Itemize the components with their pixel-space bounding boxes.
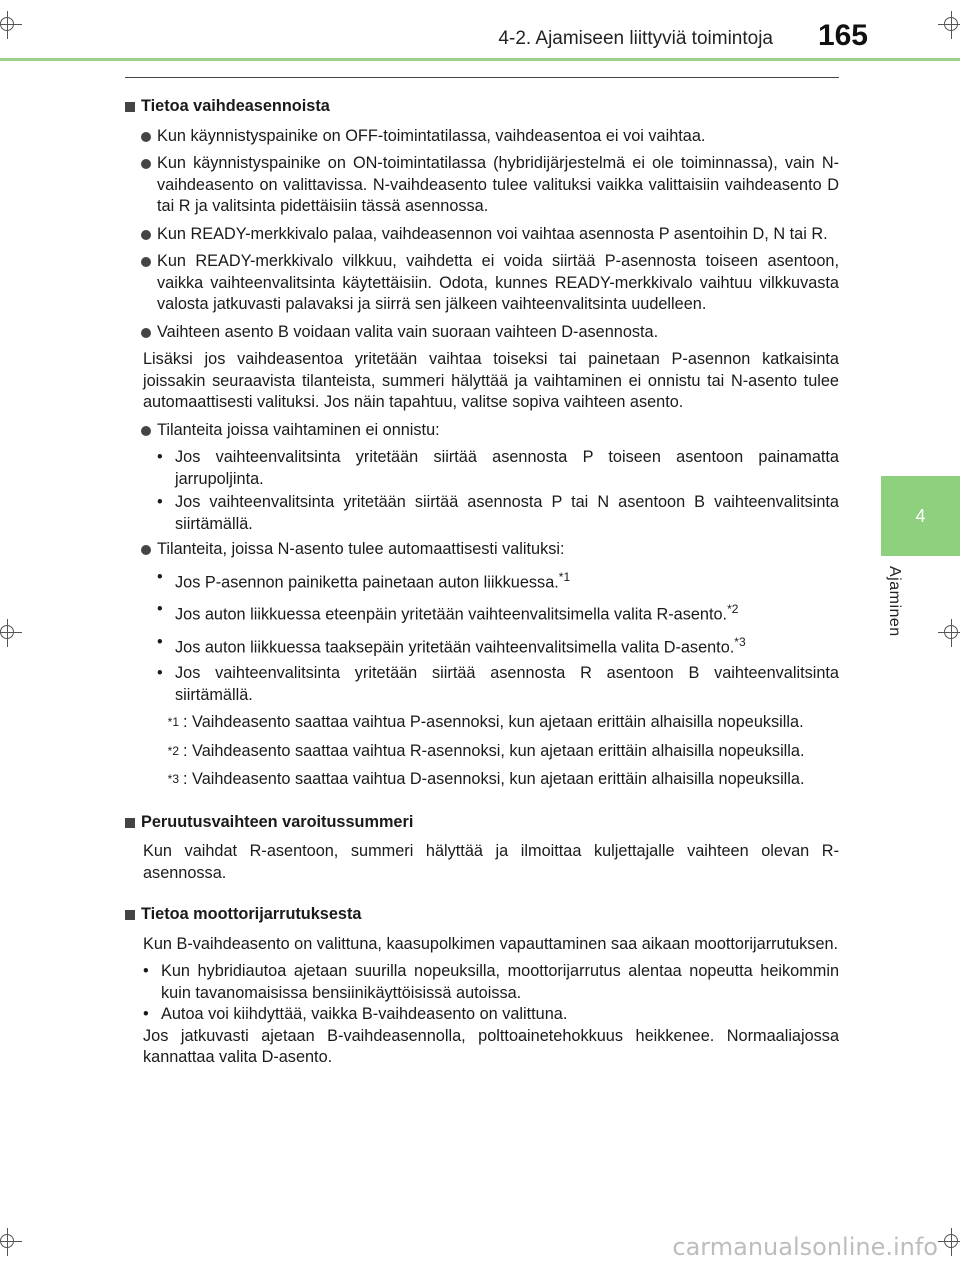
list-item: Tilanteita joissa vaihtaminen ei onnistu:: [141, 420, 839, 442]
list-item: Vaihteen asento B voidaan valita vain suoraan vaihteen D-asennosta.: [141, 322, 839, 344]
circle-bullet-icon: [141, 328, 151, 338]
sub-list-item: • Jos vaihteenvalitsinta yritetään siirtää asennosta R asentoon B vaihteenvalitsinta siirtämällä.: [157, 664, 839, 704]
square-bullet-icon: [125, 818, 135, 828]
list-item: Tilanteita, joissa N-asento tulee automaattisesti valituksi:: [141, 539, 839, 561]
list-item: Kun käynnistyspainike on OFF-toimintatilassa, vaihdeasentoa ei voi vaihtaa.: [141, 126, 839, 148]
crop-mark: [0, 1228, 22, 1256]
circle-bullet-icon: [141, 545, 151, 555]
page-content: [125, 90, 839, 1075]
chapter-tab[interactable]: 4: [881, 476, 960, 556]
circle-bullet-icon: [141, 257, 151, 267]
paragraph: Kun vaihdat R-asentoon, summeri hälyttää ja ilmoittaa kuljettajalle vaihteen olevan R-asennossa.: [143, 842, 839, 882]
footnote: *3 : Vaihdeasento saattaa vaihtua D-asennoksi, kun ajetaan erittäin alhaisilla nopeuksilla.: [167, 770, 805, 789]
crop-mark: [938, 619, 960, 647]
circle-bullet-icon: [141, 159, 151, 169]
circle-bullet-icon: [141, 426, 151, 436]
crop-mark: [0, 619, 22, 647]
footnote-ref: *1: [558, 569, 571, 584]
page-header-title: 4-2. Ajamiseen liittyviä toimintoja: [498, 28, 773, 49]
sub-list-item: • Kun hybridiautoa ajetaan suurilla nopeuksilla, moottorijarrutus alentaa nopeutta heikommin kuin tavanomaisissa bensiinikäyttöisissä autoissa.: [143, 962, 839, 1002]
sub-list-item: • Jos auton liikkuessa eteenpäin yritetään vaihteenvalitsimella valita R-asento.$^{*2}$: [157, 600, 739, 624]
sub-list-item: • Autoa voi kiihdyttää, vaikka B-vaihdeasento on valittuna.: [143, 1005, 568, 1024]
header-accent-rule: [0, 58, 960, 61]
watermark: carmanualsonline.info: [672, 1233, 938, 1261]
crop-mark: [938, 1228, 960, 1256]
sub-list-item: • Jos vaihteenvalitsinta yritetään siirtää asennosta P tai N asentoon B vaihteenvalitsinta siirtämällä.: [157, 493, 839, 533]
sub-list-item: • Jos P-asennon painiketta painetaan auton liikkuessa.$^{*1}$: [157, 567, 571, 591]
circle-bullet-icon: [141, 230, 151, 240]
crop-mark: [938, 11, 960, 39]
section-heading: Tietoa moottorijarrutuksesta: [125, 904, 839, 926]
list-item: Kun käynnistyspainike on ON-toimintatilassa (hybridijärjestelmä ei ole toiminnassa), vain N-vaihdeasento on valittavissa. N-vaihdeasento tulee valituksi vaikka valittaisiin vaihdeasento D tai R ja valitsinta pidettäisiin tässä asennossa.: [141, 153, 839, 218]
list-item: Kun READY-merkkivalo vilkkuu, vaihdetta ei voida siirtää P-asennosta toiseen asentoon, vaikka vaihteenvalitsinta käytettäisiin. Odota, kunnes READY-merkkivalo vaihtuu vilkkuvasta valosta jatkuvasti palavaksi ja siirrä sen jälkeen vaihteenvalitsinta uudelleen.: [141, 251, 839, 316]
crop-mark: [0, 11, 22, 39]
circle-bullet-icon: [141, 132, 151, 142]
paragraph: Lisäksi jos vaihdeasentoa yritetään vaihtaa toiseksi tai painetaan P-asennon katkaisinta joissakin seuraavista tilanteista, summeri hälyttää ja vaihtaminen ei onnistu tai N-asento tulee automaattisesti valituksi. Jos näin tapahtuu, valitse sopiva vaihteen asento.: [143, 350, 839, 411]
sub-list-item: • Jos vaihteenvalitsinta yritetään siirtää asennosta P toiseen asentoon painamatta jarrupoljinta.: [157, 448, 839, 488]
page-number: 165: [817, 19, 868, 52]
footnote-ref: *2: [727, 602, 739, 617]
footnote: *1 : Vaihdeasento saattaa vaihtua P-asennoksi, kun ajetaan erittäin alhaisilla nopeuksilla.: [167, 713, 804, 732]
sub-list-item: • Jos auton liikkuessa taaksepäin yritetään vaihteenvalitsimella valita D-asento.$^{*3}$: [157, 633, 746, 657]
footnote: *2 : Vaihdeasento saattaa vaihtua R-asennoksi, kun ajetaan erittäin alhaisilla nopeuksilla.: [167, 741, 805, 760]
list-item: Kun READY-merkkivalo palaa, vaihdeasennon voi vaihtaa asennosta P asentoihin D, N tai R.: [141, 224, 839, 246]
square-bullet-icon: [125, 910, 135, 920]
chapter-tab-label: Ajaminen: [886, 566, 903, 637]
paragraph: Jos jatkuvasti ajetaan B-vaihdeasennolla, polttoainetehokkuus heikkenee. Normaaliajossa kannattaa valita D-asento.: [143, 1026, 839, 1067]
paragraph: Kun B-vaihdeasento on valittuna, kaasupolkimen vapauttaminen saa aikaan moottorijarrutuksen.: [143, 934, 839, 953]
section-heading: Tietoa vaihdeasennoista: [125, 96, 839, 118]
square-bullet-icon: [125, 102, 135, 112]
footnote-ref: *3: [734, 635, 746, 650]
header-rule: [125, 77, 839, 78]
section-heading: Peruutusvaihteen varoitussummeri: [125, 812, 839, 834]
